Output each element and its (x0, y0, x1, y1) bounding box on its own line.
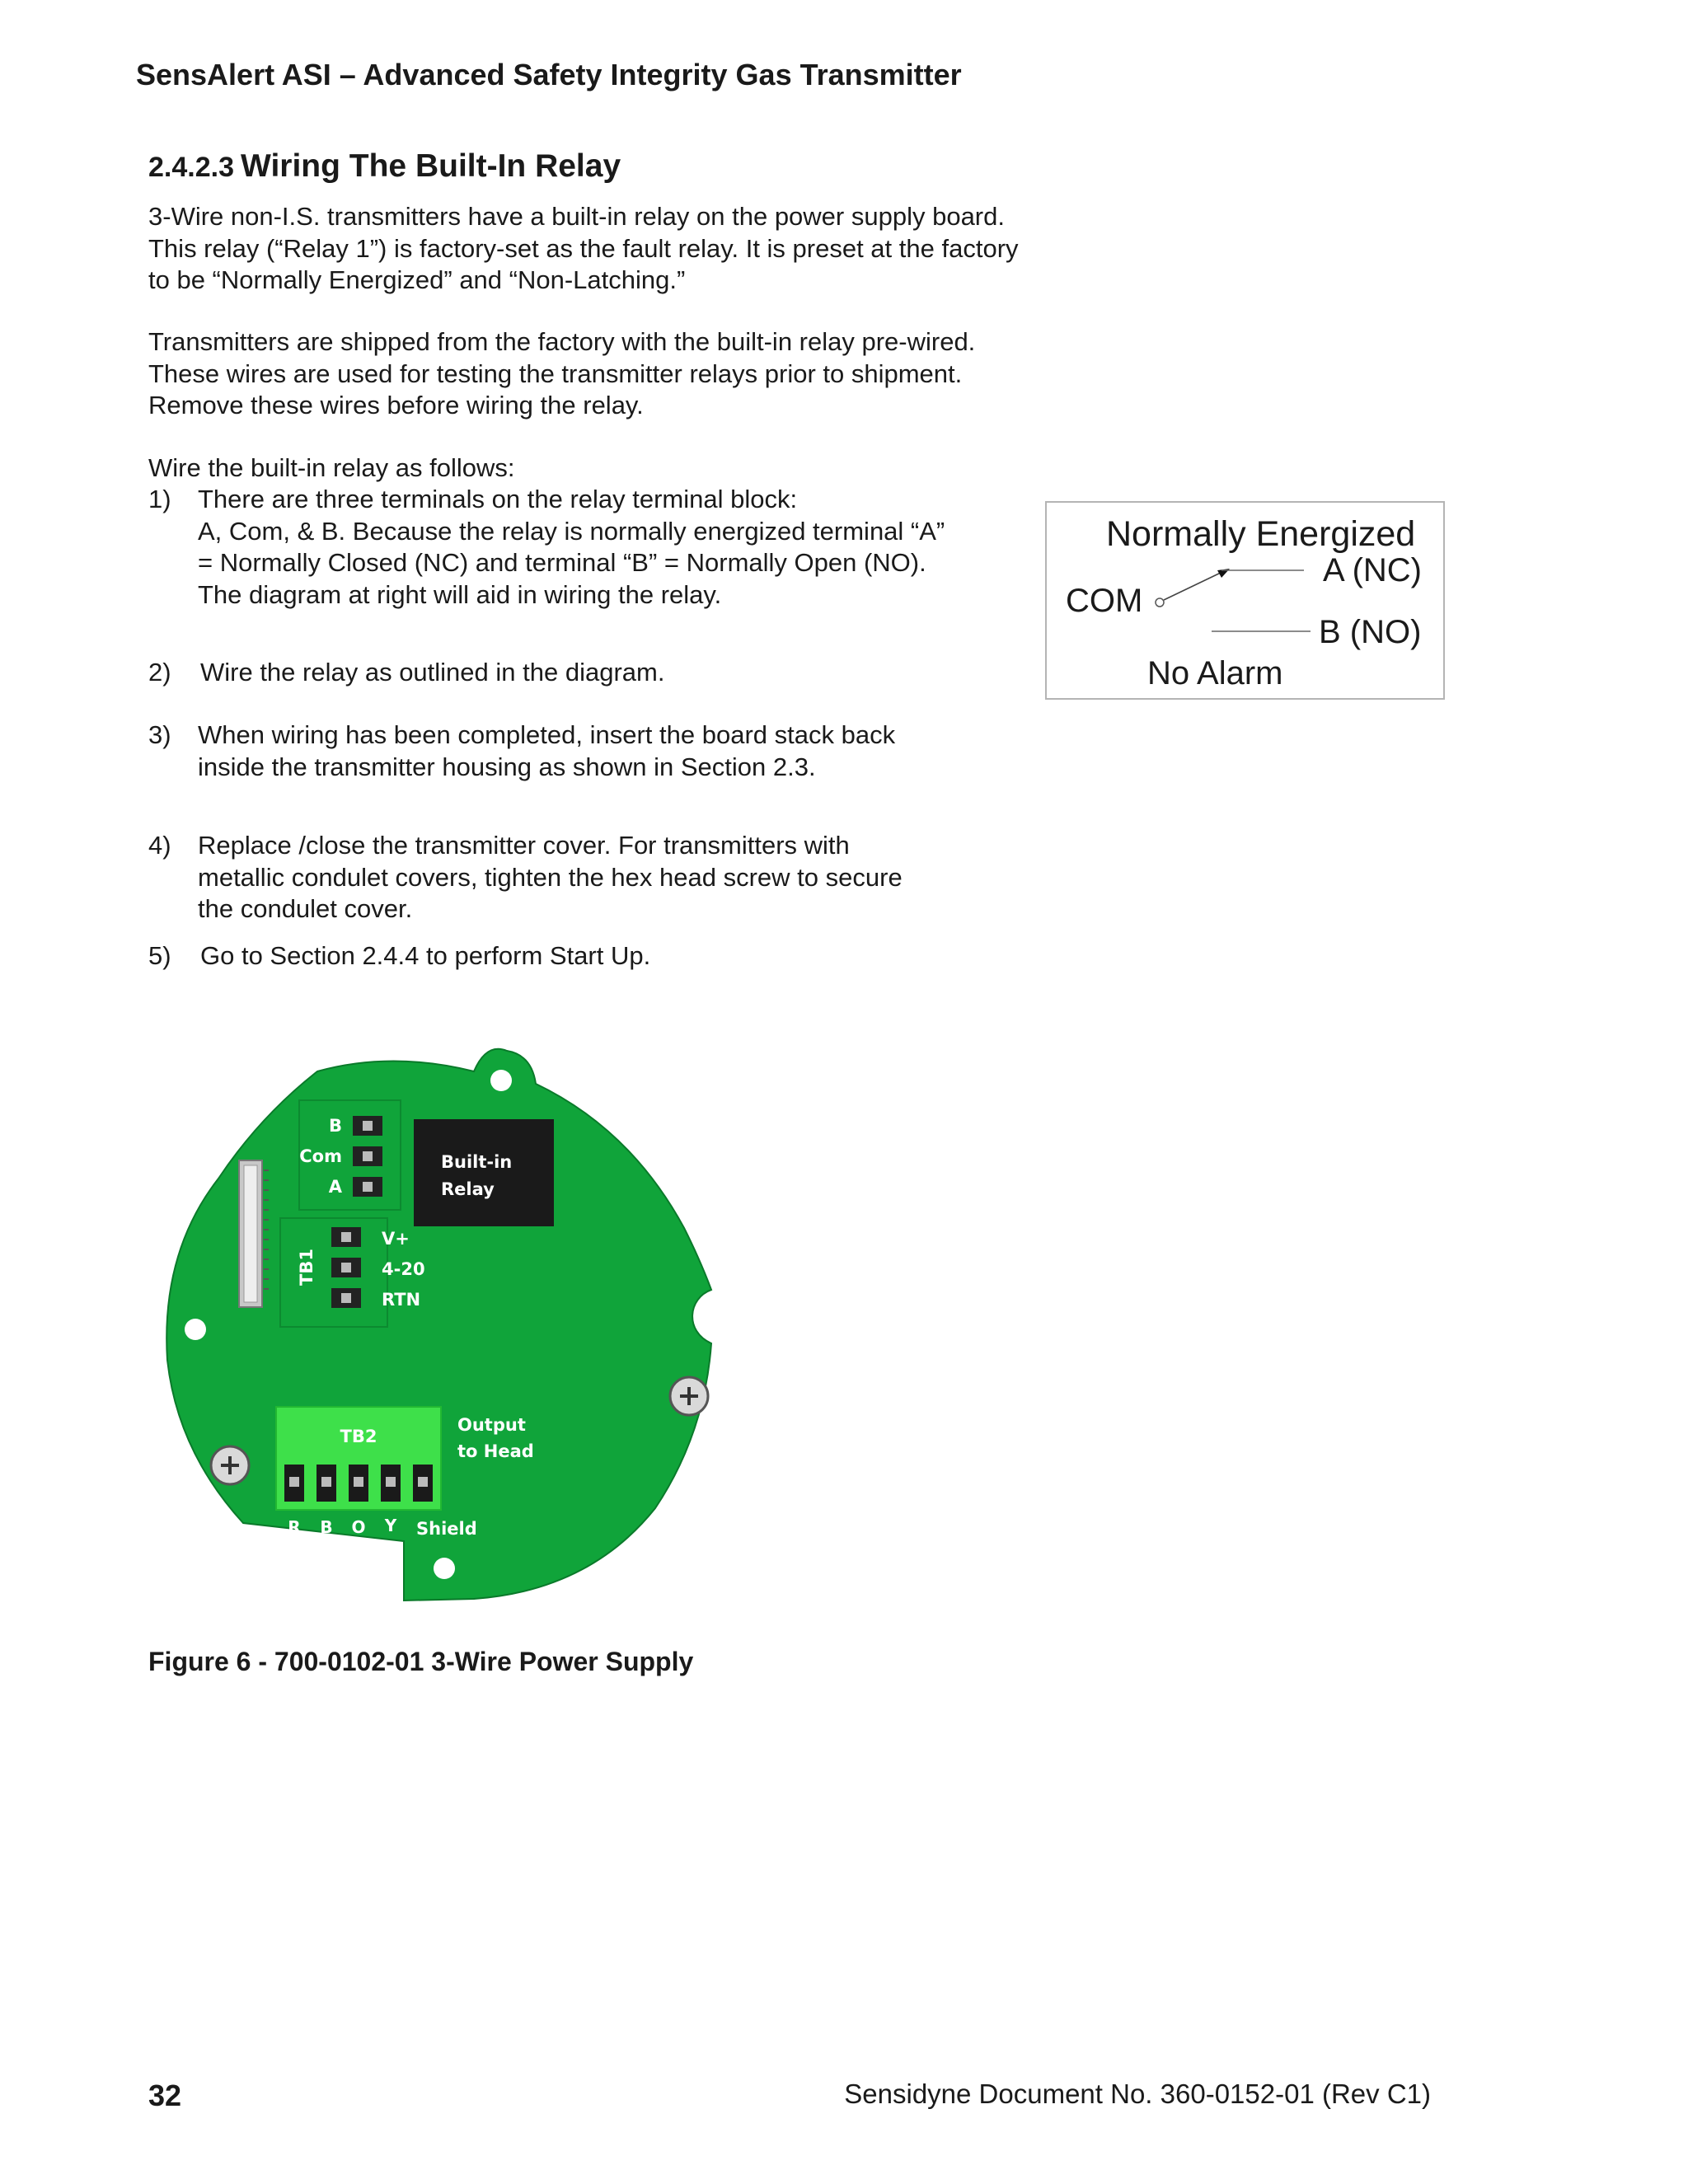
step-text: Replace /close the transmitter cover. For transmitters with metallic condulet covers, tighten the hex head screw to secure the condulet cover. (198, 831, 903, 923)
tb1-terminal-label-4-20: 4-20 (382, 1259, 425, 1279)
page-header: SensAlert ASI – Advanced Safety Integrity Gas Transmitter (136, 58, 962, 91)
step-text: Go to Section 2.4.4 to perform Start Up. (200, 941, 651, 970)
relay-diagram-drawing (1047, 503, 1447, 701)
step-text: There are three terminals on the relay terminal block: A, Com, & B. Because the relay is normally energized terminal “A” = Normally Closed (NC) and terminal “B” = Normally Open (NO). The diagram at right will aid in wiring the relay. (198, 485, 945, 609)
tb1-terminal-pins (331, 1227, 361, 1308)
section-title: Wiring The Built-In Relay (240, 148, 621, 184)
step-number: 3) (148, 720, 171, 749)
instructions-lead: Wire the built-in relay as follows: (148, 453, 515, 482)
tb2-terminal-label-o: O (351, 1517, 366, 1537)
mounting-hole (434, 1558, 455, 1579)
step-number: 4) (148, 831, 171, 860)
mounting-hole (185, 1319, 206, 1340)
relay-diagram-title: Normally Energized (1106, 514, 1416, 554)
tb2-terminal-label-shield: Shield (416, 1519, 477, 1539)
com-terminal (1156, 598, 1164, 607)
relay-b-label: B (NO) (1319, 614, 1422, 650)
tb2-terminal-label-b: B (320, 1517, 333, 1537)
screw-icon (670, 1377, 708, 1415)
built-in-relay (414, 1119, 554, 1226)
page-number: 32 (148, 2079, 182, 2112)
relay-diagram (1045, 501, 1445, 700)
tb2-terminal-label-y: Y (384, 1516, 397, 1535)
tb2-label: TB2 (340, 1427, 377, 1446)
power-supply-board (161, 1047, 746, 1615)
mounting-hole (490, 1070, 512, 1091)
prewired-paragraph: Transmitters are shipped from the factory with the built-in relay pre-wired. These wires are used for testing the transmitter relays prior to shipment. Remove these wires before wiring the relay. (148, 327, 976, 419)
relay-terminal-pins (353, 1116, 382, 1197)
relay-diagram-footer: No Alarm (1147, 655, 1283, 691)
step-number: 5) (148, 941, 171, 970)
relay-a-label: A (NC) (1323, 552, 1422, 588)
power-supply-board-figure (161, 1047, 746, 1619)
relay-contact-arm (1164, 571, 1224, 600)
output-label-line1: Output (457, 1415, 526, 1435)
tb1-terminal-label-rtn: RTN (382, 1290, 421, 1310)
section-heading (148, 148, 621, 185)
tb2-terminal-label-r: R (288, 1517, 301, 1537)
relay-label-line1: Built-in (441, 1152, 513, 1172)
relay-terminal-label-b: B (328, 1116, 342, 1136)
tb1-terminal-label-vplus: V+ (382, 1229, 410, 1249)
step-number: 1) (148, 485, 171, 513)
intro-paragraph: 3-Wire non-I.S. transmitters have a built-in relay on the power supply board. This relay (“Relay 1”) is factory-set as the fault relay. It is preset at the factory to be “Normally Energized” and “Non-Latching.” (148, 202, 1019, 294)
step-text: When wiring has been completed, insert the board stack back inside the transmitter housing as shown in Section 2.3. (198, 720, 896, 781)
document-number: Sensidyne Document No. 360-0152-01 (Rev C1) (844, 2079, 1431, 2109)
step-text: Wire the relay as outlined in the diagram. (200, 658, 665, 687)
tb1-label: TB1 (297, 1249, 316, 1286)
output-label-line2: to Head (457, 1441, 534, 1461)
step-number: 2) (148, 658, 171, 687)
relay-com-label: COM (1066, 583, 1143, 619)
relay-terminal-label-com: Com (299, 1146, 342, 1166)
relay-terminal-label-a: A (328, 1177, 342, 1197)
figure-caption: Figure 6 - 700-0102-01 3-Wire Power Supply (148, 1647, 694, 1676)
section-number: 2.4.2.3 (148, 152, 234, 183)
relay-label-line2: Relay (441, 1179, 495, 1199)
screw-icon (211, 1446, 249, 1484)
